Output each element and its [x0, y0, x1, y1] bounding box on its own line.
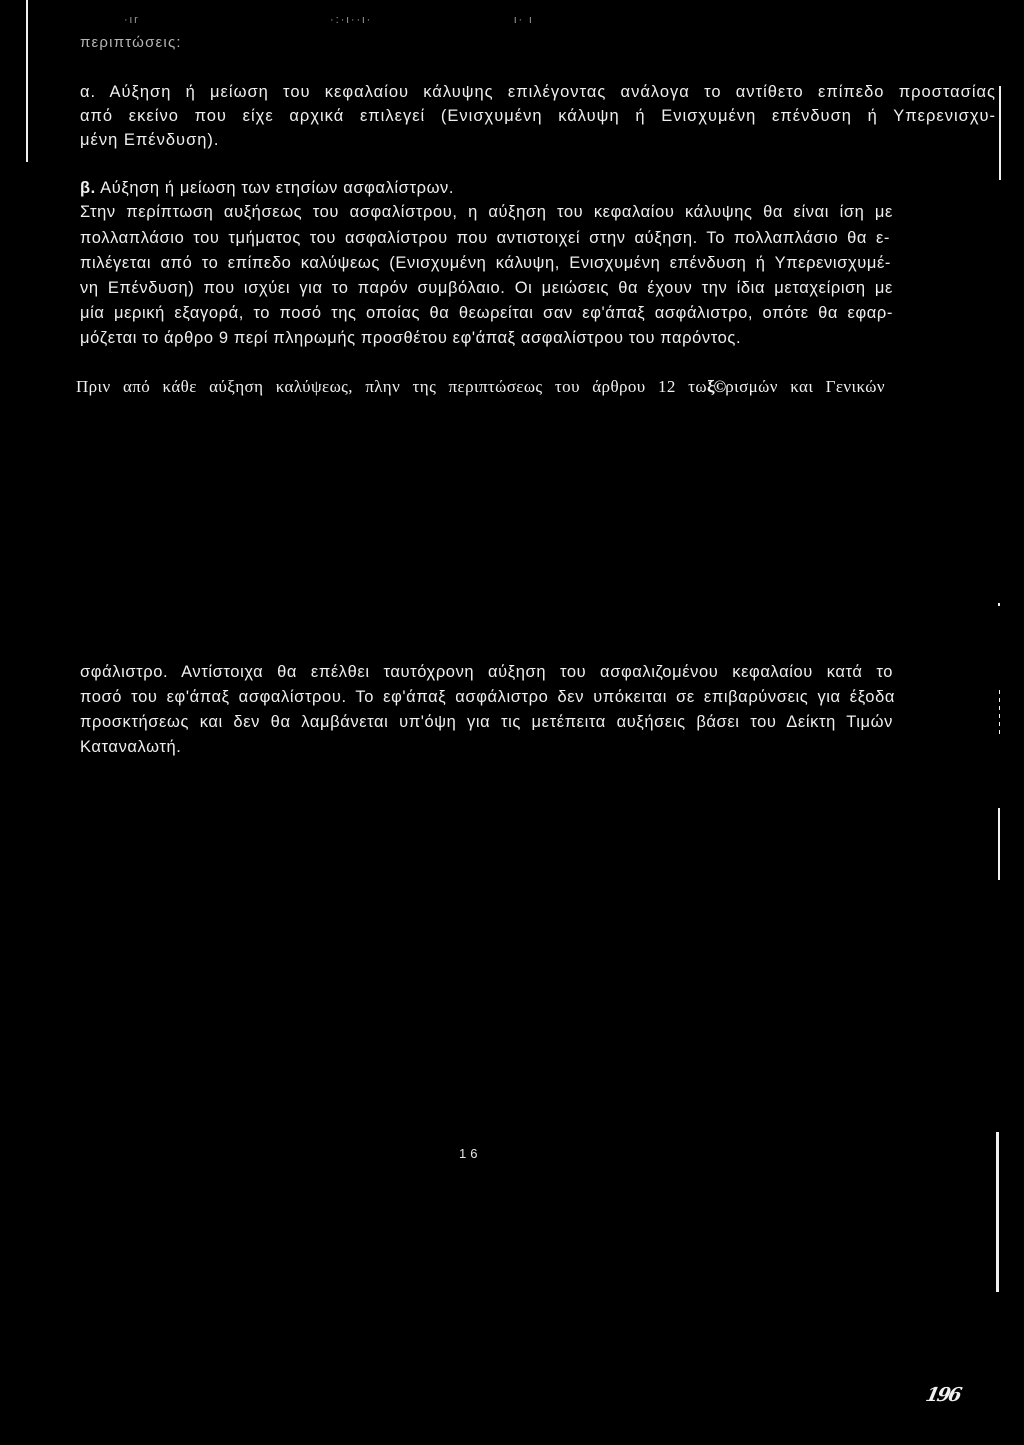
handwritten-page-stamp: 196: [923, 1384, 963, 1406]
paragraph-b-heading-text: Αύξηση ή μείωση των ετησίων ασφαλίστρων.: [95, 179, 455, 197]
header-fragment: ·ιr: [124, 14, 140, 26]
paragraph-c-line: [76, 376, 885, 400]
paragraph-b-line: νη Επένδυση) που ισχύει για το παρόν συμβόλαιο. Οι μειώσεις θα έχουν την ίδια μεταχείριση με: [80, 279, 893, 297]
scan-mark-right: [998, 603, 1000, 606]
paragraph-d-line: ποσό του εφ'άπαξ ασφαλίστρου. Το εφ'άπαξ ασφάλιστρο δεν υπόκειται σε επιβαρύνσεις για έξοδα: [80, 688, 895, 706]
paragraph-a-line: από εκείνο που είχε αρχικά επιλεγεί (Ενισχυμένη κάλυψη ή Ενισχυμένη επένδυση ή Υπερενισχυ-: [80, 107, 996, 125]
paragraph-b-line: Στην περίπτωση αυξήσεως του ασφαλίστρου, η αύξηση του κεφαλαίου κάλυψης θα είναι ίση με: [80, 203, 893, 221]
paragraph-c-start: Πριν από κάθε αύξηση καλύψεως, πλην της περιπτώσεως του άρθρου 12 τω: [76, 377, 707, 396]
paragraph-b-heading: [80, 177, 580, 201]
scan-margin-line-right-bottom: [996, 1132, 999, 1292]
scan-margin-line-left: [26, 0, 28, 162]
paragraph-d-line: προσκτήσεως και δεν θα λαμβάνεται υπ'όψη για τις μετέπειτα αυξήσεις βάσει του Δείκτη Τιμών: [80, 713, 893, 731]
paragraph-d-line: σφάλιστρο. Αντίστοιχα θα επέλθει ταυτόχρονη αύξηση του ασφαλιζομένου κεφαλαίου κατά το: [80, 663, 893, 681]
header-fragment: ι· ι: [514, 14, 534, 26]
paragraph-c-end: ρισμών και Γενικών: [725, 377, 885, 396]
paragraph-a-line: μένη Επένδυση).: [80, 131, 220, 149]
paragraph-b-label: β.: [80, 179, 96, 197]
header-fragment: ·:·ι··ι·: [330, 14, 373, 26]
scan-mark-right-dotted: [999, 690, 1000, 736]
paragraph-b-line: μία μερική εξαγορά, το ποσό της οποίας θα θεωρείται σαν εφ'άπαξ ασφάλιστρο, οπότε θα εφαρ-: [80, 304, 893, 322]
page-number: 16: [459, 1146, 482, 1161]
paragraph-a-line: α. Αύξηση ή μείωση του κεφαλαίου κάλυψης επιλέγοντας ανάλογα το αντίθετο επίπεδο προστασίας: [80, 83, 996, 101]
scan-artifact-glyph: ξ©: [706, 377, 726, 396]
paragraph-b-line: πιλέγεται από το επίπεδο καλύψεως (Ενισχυμένη κάλυψη, Ενισχυμένη επένδυση ή Υπερενισχυμέ-: [80, 254, 891, 272]
paragraph-d-line: Καταναλωτή.: [80, 738, 182, 756]
continued-text: περιπτώσεις:: [80, 34, 182, 51]
paragraph-b-line: μόζεται το άρθρο 9 περί πληρωμής προσθέτου εφ'άπαξ ασφαλίστρου του παρόντος.: [80, 329, 742, 347]
scan-margin-line-right-top: [999, 86, 1001, 180]
scan-margin-line-right-middle: [998, 808, 1000, 880]
paragraph-b-line: πολλαπλάσιο του τμήματος του ασφαλίστρου που αντιστοιχεί στην αύξηση. Το πολλαπλάσιο θα ε-: [80, 229, 890, 247]
